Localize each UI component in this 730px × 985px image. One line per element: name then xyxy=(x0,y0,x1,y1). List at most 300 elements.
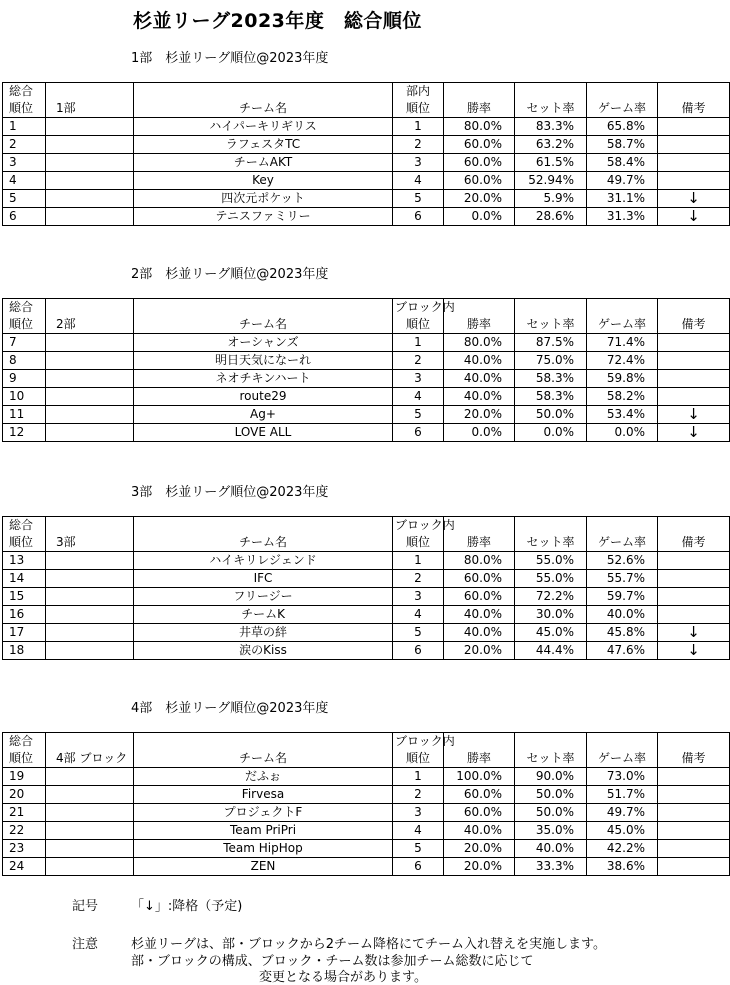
inner-rank: 2 xyxy=(393,136,444,154)
inner-rank: 5 xyxy=(393,624,444,642)
set-rate: 52.94% xyxy=(515,172,587,190)
overall-rank: 24 xyxy=(3,858,46,876)
blank-cell xyxy=(46,588,134,606)
team-name: Key xyxy=(134,172,393,190)
relegation-mark xyxy=(658,606,730,624)
overall-rank: 23 xyxy=(3,840,46,858)
note-line-3: 変更となる場合があります。 xyxy=(259,970,427,985)
header-note: 備考 xyxy=(658,100,730,118)
table-row xyxy=(3,786,730,804)
relegation-mark xyxy=(658,552,730,570)
game-rate: 65.8% xyxy=(587,118,658,136)
inner-rank: 5 xyxy=(393,190,444,208)
overall-rank: 14 xyxy=(3,570,46,588)
header-blank xyxy=(46,299,134,317)
win-rate: 60.0% xyxy=(444,172,515,190)
game-rate: 52.6% xyxy=(587,552,658,570)
header-win: 勝率 xyxy=(444,100,515,118)
table-row xyxy=(3,552,730,570)
team-name: ネオチキンハート xyxy=(134,370,393,388)
game-rate: 42.2% xyxy=(587,840,658,858)
header-division: 3部 xyxy=(46,534,134,552)
table-row xyxy=(3,190,730,208)
overall-rank: 8 xyxy=(3,352,46,370)
inner-rank: 1 xyxy=(393,552,444,570)
game-rate: 53.4% xyxy=(587,406,658,424)
inner-rank: 5 xyxy=(393,840,444,858)
header-row xyxy=(3,733,730,751)
overall-rank: 1 xyxy=(3,118,46,136)
inner-rank: 2 xyxy=(393,570,444,588)
header-inner-bottom: 順位 xyxy=(393,316,444,334)
set-rate: 75.0% xyxy=(515,352,587,370)
blank-cell xyxy=(46,642,134,660)
table-row xyxy=(3,840,730,858)
set-rate: 50.0% xyxy=(515,786,587,804)
header-blank xyxy=(134,83,393,101)
team-name: テニスファミリー xyxy=(134,208,393,226)
header-blank xyxy=(515,299,587,317)
header-rank-bottom: 順位 xyxy=(3,750,46,768)
overall-rank: 4 xyxy=(3,172,46,190)
relegation-mark xyxy=(658,822,730,840)
inner-rank: 6 xyxy=(393,642,444,660)
header-blank xyxy=(658,299,730,317)
table-row xyxy=(3,822,730,840)
overall-rank: 22 xyxy=(3,822,46,840)
blank-cell xyxy=(46,334,134,352)
blank-cell xyxy=(46,804,134,822)
relegation-mark xyxy=(658,840,730,858)
set-rate: 35.0% xyxy=(515,822,587,840)
header-blank xyxy=(587,517,658,535)
header-set: セット率 xyxy=(515,316,587,334)
header-team: チーム名 xyxy=(134,750,393,768)
header-rank-top: 総合 xyxy=(3,299,46,317)
header-inner-top: ブロック内 xyxy=(393,517,444,535)
game-rate: 51.7% xyxy=(587,786,658,804)
inner-rank: 1 xyxy=(393,334,444,352)
header-blank xyxy=(658,733,730,751)
relegation-mark xyxy=(658,768,730,786)
header-row xyxy=(3,83,730,101)
blank-cell xyxy=(46,424,134,442)
win-rate: 60.0% xyxy=(444,136,515,154)
header-blank xyxy=(134,517,393,535)
blank-cell xyxy=(46,388,134,406)
blank-cell xyxy=(46,822,134,840)
game-rate: 49.7% xyxy=(587,172,658,190)
game-rate: 59.7% xyxy=(587,588,658,606)
set-rate: 55.0% xyxy=(515,552,587,570)
header-team: チーム名 xyxy=(134,316,393,334)
table-row xyxy=(3,858,730,876)
ranking-table xyxy=(2,298,730,442)
set-rate: 44.4% xyxy=(515,642,587,660)
relegation-mark xyxy=(658,352,730,370)
header-blank xyxy=(658,517,730,535)
note-line-2: 部・ブロックの構成、ブロック・チーム数は参加チーム総数に応じて xyxy=(131,954,534,969)
team-name: Firvesa xyxy=(134,786,393,804)
win-rate: 60.0% xyxy=(444,154,515,172)
overall-rank: 15 xyxy=(3,588,46,606)
header-note: 備考 xyxy=(658,316,730,334)
blank-cell xyxy=(46,172,134,190)
win-rate: 60.0% xyxy=(444,804,515,822)
inner-rank: 4 xyxy=(393,388,444,406)
team-name: 涙のKiss xyxy=(134,642,393,660)
overall-rank: 9 xyxy=(3,370,46,388)
win-rate: 40.0% xyxy=(444,370,515,388)
table-row xyxy=(3,804,730,822)
game-rate: 45.0% xyxy=(587,822,658,840)
header-row xyxy=(3,517,730,535)
win-rate: 100.0% xyxy=(444,768,515,786)
table-row xyxy=(3,642,730,660)
set-rate: 50.0% xyxy=(515,804,587,822)
blank-cell xyxy=(46,786,134,804)
section-title: 4部 杉並リーグ順位@2023年度 xyxy=(131,701,329,716)
blank-cell xyxy=(46,136,134,154)
header-game: ゲーム率 xyxy=(587,534,658,552)
header-blank xyxy=(46,733,134,751)
relegation-mark xyxy=(658,334,730,352)
header-rank-top: 総合 xyxy=(3,733,46,751)
table-row xyxy=(3,388,730,406)
header-row xyxy=(3,534,730,552)
overall-rank: 6 xyxy=(3,208,46,226)
header-inner-top: ブロック内 xyxy=(393,299,444,317)
overall-rank: 21 xyxy=(3,804,46,822)
table-row xyxy=(3,172,730,190)
win-rate: 0.0% xyxy=(444,208,515,226)
relegation-mark xyxy=(658,136,730,154)
symbol-label: 記号 xyxy=(72,899,99,914)
blank-cell xyxy=(46,570,134,588)
set-rate: 28.6% xyxy=(515,208,587,226)
table-row xyxy=(3,136,730,154)
header-blank xyxy=(587,733,658,751)
table-row xyxy=(3,370,730,388)
game-rate: 31.3% xyxy=(587,208,658,226)
game-rate: 31.1% xyxy=(587,190,658,208)
blank-cell xyxy=(46,190,134,208)
blank-cell xyxy=(46,154,134,172)
win-rate: 40.0% xyxy=(444,606,515,624)
header-blank xyxy=(515,733,587,751)
win-rate: 80.0% xyxy=(444,334,515,352)
section-title: 1部 杉並リーグ順位@2023年度 xyxy=(131,51,329,66)
header-note: 備考 xyxy=(658,534,730,552)
team-name: チームAKT xyxy=(134,154,393,172)
header-inner-top: 部内 xyxy=(393,83,444,101)
inner-rank: 1 xyxy=(393,768,444,786)
inner-rank: 6 xyxy=(393,858,444,876)
overall-rank: 13 xyxy=(3,552,46,570)
win-rate: 20.0% xyxy=(444,642,515,660)
team-name: IFC xyxy=(134,570,393,588)
win-rate: 80.0% xyxy=(444,118,515,136)
inner-rank: 3 xyxy=(393,588,444,606)
table-row xyxy=(3,588,730,606)
relegation-mark xyxy=(658,804,730,822)
relegation-mark xyxy=(658,858,730,876)
header-blank xyxy=(658,83,730,101)
header-division: 2部 xyxy=(46,316,134,334)
section-title: 2部 杉並リーグ順位@2023年度 xyxy=(131,267,329,282)
game-rate: 55.7% xyxy=(587,570,658,588)
set-rate: 40.0% xyxy=(515,840,587,858)
inner-rank: 6 xyxy=(393,208,444,226)
table-row xyxy=(3,768,730,786)
relegation-mark xyxy=(658,118,730,136)
inner-rank: 4 xyxy=(393,822,444,840)
relegation-mark xyxy=(658,570,730,588)
note-label: 注意 xyxy=(72,937,99,952)
team-name: ラフェスタTC xyxy=(134,136,393,154)
set-rate: 50.0% xyxy=(515,406,587,424)
relegation-mark: ↓ xyxy=(658,208,730,226)
header-blank xyxy=(134,733,393,751)
blank-cell xyxy=(46,624,134,642)
header-blank xyxy=(46,517,134,535)
header-win: 勝率 xyxy=(444,534,515,552)
blank-cell xyxy=(46,406,134,424)
set-rate: 90.0% xyxy=(515,768,587,786)
inner-rank: 3 xyxy=(393,154,444,172)
inner-rank: 2 xyxy=(393,786,444,804)
header-row xyxy=(3,299,730,317)
table-row xyxy=(3,118,730,136)
page-title: 杉並リーグ2023年度 総合順位 xyxy=(133,10,422,32)
relegation-mark xyxy=(658,786,730,804)
relegation-mark: ↓ xyxy=(658,624,730,642)
team-name: Team HipHop xyxy=(134,840,393,858)
win-rate: 40.0% xyxy=(444,624,515,642)
blank-cell xyxy=(46,840,134,858)
ranking-table xyxy=(2,516,730,660)
header-inner-bottom: 順位 xyxy=(393,534,444,552)
game-rate: 49.7% xyxy=(587,804,658,822)
ranking-table xyxy=(2,82,730,226)
win-rate: 80.0% xyxy=(444,552,515,570)
note-line-1: 杉並リーグは、部・ブロックから2チーム降格にてチーム入れ替えを実施します。 xyxy=(131,937,606,952)
team-name: route29 xyxy=(134,388,393,406)
game-rate: 73.0% xyxy=(587,768,658,786)
relegation-mark xyxy=(658,172,730,190)
header-game: ゲーム率 xyxy=(587,100,658,118)
blank-cell xyxy=(46,352,134,370)
header-inner-bottom: 順位 xyxy=(393,100,444,118)
team-name: LOVE ALL xyxy=(134,424,393,442)
header-set: セット率 xyxy=(515,750,587,768)
team-name: ハイパーキリギリス xyxy=(134,118,393,136)
blank-cell xyxy=(46,118,134,136)
set-rate: 30.0% xyxy=(515,606,587,624)
header-set: セット率 xyxy=(515,534,587,552)
win-rate: 40.0% xyxy=(444,822,515,840)
overall-rank: 19 xyxy=(3,768,46,786)
overall-rank: 18 xyxy=(3,642,46,660)
game-rate: 58.4% xyxy=(587,154,658,172)
table-row xyxy=(3,606,730,624)
header-blank xyxy=(134,299,393,317)
header-division: 1部 xyxy=(46,100,134,118)
inner-rank: 3 xyxy=(393,804,444,822)
win-rate: 20.0% xyxy=(444,858,515,876)
header-win: 勝率 xyxy=(444,750,515,768)
team-name: Team PriPri xyxy=(134,822,393,840)
header-row xyxy=(3,750,730,768)
set-rate: 87.5% xyxy=(515,334,587,352)
win-rate: 20.0% xyxy=(444,840,515,858)
overall-rank: 12 xyxy=(3,424,46,442)
set-rate: 61.5% xyxy=(515,154,587,172)
team-name: だふぉ xyxy=(134,768,393,786)
game-rate: 72.4% xyxy=(587,352,658,370)
set-rate: 83.3% xyxy=(515,118,587,136)
team-name: Ag+ xyxy=(134,406,393,424)
blank-cell xyxy=(46,858,134,876)
header-team: チーム名 xyxy=(134,534,393,552)
table-row xyxy=(3,334,730,352)
relegation-mark: ↓ xyxy=(658,642,730,660)
blank-cell xyxy=(46,606,134,624)
header-inner-top: ブロック内 xyxy=(393,733,444,751)
blank-cell xyxy=(46,370,134,388)
blank-cell xyxy=(46,552,134,570)
game-rate: 71.4% xyxy=(587,334,658,352)
game-rate: 58.2% xyxy=(587,388,658,406)
header-team: チーム名 xyxy=(134,100,393,118)
overall-rank: 2 xyxy=(3,136,46,154)
relegation-mark: ↓ xyxy=(658,406,730,424)
header-game: ゲーム率 xyxy=(587,750,658,768)
win-rate: 20.0% xyxy=(444,406,515,424)
header-blank xyxy=(587,299,658,317)
header-rank-top: 総合 xyxy=(3,83,46,101)
section-title: 3部 杉並リーグ順位@2023年度 xyxy=(131,485,329,500)
header-division: 4部 ブロック xyxy=(46,750,134,768)
win-rate: 40.0% xyxy=(444,388,515,406)
header-rank-bottom: 順位 xyxy=(3,534,46,552)
inner-rank: 6 xyxy=(393,424,444,442)
table-row xyxy=(3,208,730,226)
win-rate: 60.0% xyxy=(444,588,515,606)
table-row xyxy=(3,424,730,442)
set-rate: 0.0% xyxy=(515,424,587,442)
team-name: フリージー xyxy=(134,588,393,606)
overall-rank: 7 xyxy=(3,334,46,352)
inner-rank: 4 xyxy=(393,172,444,190)
win-rate: 60.0% xyxy=(444,570,515,588)
header-blank xyxy=(515,83,587,101)
table-row xyxy=(3,624,730,642)
relegation-mark xyxy=(658,154,730,172)
inner-rank: 4 xyxy=(393,606,444,624)
set-rate: 58.3% xyxy=(515,370,587,388)
win-rate: 40.0% xyxy=(444,352,515,370)
team-name: 四次元ポケット xyxy=(134,190,393,208)
team-name: ZEN xyxy=(134,858,393,876)
relegation-mark: ↓ xyxy=(658,424,730,442)
header-rank-top: 総合 xyxy=(3,517,46,535)
team-name: 井草の絆 xyxy=(134,624,393,642)
set-rate: 72.2% xyxy=(515,588,587,606)
header-rank-bottom: 順位 xyxy=(3,316,46,334)
inner-rank: 5 xyxy=(393,406,444,424)
overall-rank: 10 xyxy=(3,388,46,406)
table-row xyxy=(3,406,730,424)
overall-rank: 16 xyxy=(3,606,46,624)
win-rate: 60.0% xyxy=(444,786,515,804)
set-rate: 63.2% xyxy=(515,136,587,154)
team-name: プロジェクトF xyxy=(134,804,393,822)
game-rate: 40.0% xyxy=(587,606,658,624)
header-blank xyxy=(46,83,134,101)
win-rate: 20.0% xyxy=(444,190,515,208)
game-rate: 59.8% xyxy=(587,370,658,388)
set-rate: 45.0% xyxy=(515,624,587,642)
header-blank xyxy=(515,517,587,535)
set-rate: 33.3% xyxy=(515,858,587,876)
overall-rank: 20 xyxy=(3,786,46,804)
game-rate: 38.6% xyxy=(587,858,658,876)
overall-rank: 11 xyxy=(3,406,46,424)
ranking-table xyxy=(2,732,730,876)
table-row xyxy=(3,352,730,370)
header-note: 備考 xyxy=(658,750,730,768)
header-inner-bottom: 順位 xyxy=(393,750,444,768)
header-game: ゲーム率 xyxy=(587,316,658,334)
header-win: 勝率 xyxy=(444,316,515,334)
blank-cell xyxy=(46,768,134,786)
set-rate: 55.0% xyxy=(515,570,587,588)
table-row xyxy=(3,570,730,588)
table-row xyxy=(3,154,730,172)
inner-rank: 3 xyxy=(393,370,444,388)
header-row xyxy=(3,316,730,334)
inner-rank: 1 xyxy=(393,118,444,136)
relegation-mark xyxy=(658,388,730,406)
relegation-mark: ↓ xyxy=(658,190,730,208)
header-blank xyxy=(444,83,515,101)
game-rate: 0.0% xyxy=(587,424,658,442)
team-name: 明日天気になーれ xyxy=(134,352,393,370)
game-rate: 45.8% xyxy=(587,624,658,642)
inner-rank: 2 xyxy=(393,352,444,370)
set-rate: 5.9% xyxy=(515,190,587,208)
header-set: セット率 xyxy=(515,100,587,118)
overall-rank: 17 xyxy=(3,624,46,642)
relegation-mark xyxy=(658,370,730,388)
overall-rank: 5 xyxy=(3,190,46,208)
team-name: チームK xyxy=(134,606,393,624)
set-rate: 58.3% xyxy=(515,388,587,406)
blank-cell xyxy=(46,208,134,226)
symbol-text: 「↓」:降格（予定) xyxy=(131,899,243,914)
team-name: オーシャンズ xyxy=(134,334,393,352)
win-rate: 0.0% xyxy=(444,424,515,442)
header-rank-bottom: 順位 xyxy=(3,100,46,118)
header-blank xyxy=(587,83,658,101)
overall-rank: 3 xyxy=(3,154,46,172)
game-rate: 47.6% xyxy=(587,642,658,660)
header-row xyxy=(3,100,730,118)
relegation-mark xyxy=(658,588,730,606)
team-name: ハイキリレジェンド xyxy=(134,552,393,570)
game-rate: 58.7% xyxy=(587,136,658,154)
